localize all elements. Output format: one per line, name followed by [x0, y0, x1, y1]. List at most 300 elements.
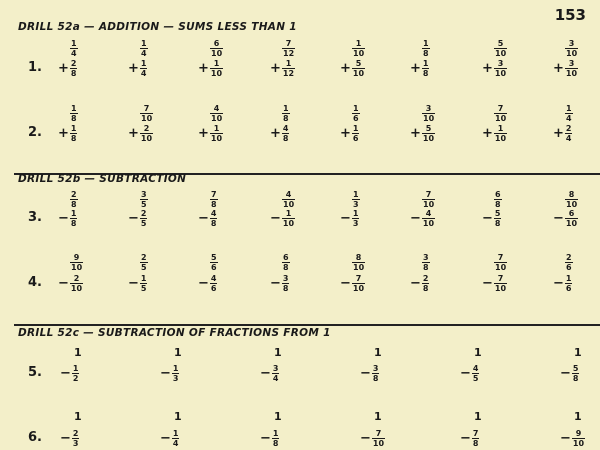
fraction: [70, 59, 78, 78]
problem-bottom-operand: [128, 209, 147, 228]
numerator: 4: [425, 209, 432, 218]
fraction: [494, 274, 507, 293]
denominator: 6: [566, 263, 572, 272]
fraction: [572, 429, 585, 448]
fraction: [70, 190, 78, 209]
problem-bottom-operand: [482, 209, 501, 228]
whole-number: 1: [74, 346, 82, 359]
numerator: 1: [213, 59, 220, 68]
whole-number: 1: [374, 346, 382, 359]
denominator: 12: [283, 49, 295, 58]
numerator: 2: [73, 274, 80, 283]
operator-sign: −: [340, 211, 351, 226]
numerator: 2: [70, 59, 77, 68]
whole-number: 1: [174, 410, 182, 423]
numerator: 1: [497, 124, 504, 133]
numerator: 3: [423, 253, 429, 262]
numerator: 1: [141, 39, 147, 48]
denominator: 10: [211, 49, 223, 58]
fraction: [70, 39, 78, 58]
fraction: [422, 124, 435, 143]
fraction: [422, 190, 435, 209]
problem-bottom-operand: [360, 429, 385, 448]
numerator: 2: [565, 124, 572, 133]
whole-number: 1: [574, 410, 582, 423]
numerator: 3: [141, 190, 147, 199]
denominator: 8: [282, 284, 289, 293]
numerator: 5: [497, 39, 504, 48]
fraction: [140, 209, 148, 228]
fraction: [282, 39, 295, 58]
fraction: [472, 429, 480, 448]
fraction: [282, 209, 295, 228]
numerator: 6: [213, 39, 220, 48]
operator-sign: +: [482, 126, 493, 141]
fraction: [472, 364, 480, 383]
operator-sign: +: [128, 126, 139, 141]
problem-bottom-operand: [553, 59, 578, 78]
denominator: 4: [140, 69, 147, 78]
fraction: [210, 190, 218, 209]
denominator: 10: [353, 49, 365, 58]
denominator: 8: [71, 200, 77, 209]
operator-sign: −: [260, 366, 271, 381]
operator-sign: −: [128, 276, 139, 291]
problem-bottom-operand: [270, 59, 295, 78]
operator-sign: −: [560, 366, 571, 381]
drill-title: DRILL 52c — SUBTRACTION OF FRACTIONS FROM 1: [18, 327, 331, 339]
problem-bottom-operand: [270, 274, 289, 293]
fraction: [140, 274, 148, 293]
operator-sign: +: [128, 61, 139, 76]
operator-sign: −: [553, 276, 564, 291]
denominator: 10: [283, 200, 295, 209]
numerator: 7: [497, 274, 504, 283]
fraction: [352, 59, 365, 78]
denominator: 6: [210, 284, 217, 293]
fraction: [572, 364, 580, 383]
fraction: [494, 253, 507, 272]
fraction: [282, 190, 295, 209]
denominator: 3: [353, 200, 359, 209]
numerator: 1: [565, 274, 572, 283]
numerator: 6: [283, 253, 289, 262]
problem-bottom-operand: [270, 124, 289, 143]
problem-bottom-operand: [58, 59, 77, 78]
denominator: 5: [140, 219, 147, 228]
problem-row-label: 6.: [28, 430, 42, 445]
denominator: 6: [352, 134, 359, 143]
operator-sign: −: [482, 211, 493, 226]
denominator: 4: [566, 114, 572, 123]
denominator: 4: [565, 134, 572, 143]
problem-bottom-operand: [270, 209, 295, 228]
denominator: 8: [494, 219, 501, 228]
operator-sign: −: [410, 211, 421, 226]
fraction: [210, 124, 223, 143]
operator-sign: −: [360, 431, 371, 446]
fraction: [352, 209, 360, 228]
fraction: [70, 274, 83, 293]
numerator: 4: [472, 364, 479, 373]
denominator: 10: [422, 219, 435, 228]
numerator: 3: [568, 39, 575, 48]
numerator: 7: [285, 39, 292, 48]
problem-bottom-operand: [60, 429, 79, 448]
denominator: 12: [282, 69, 295, 78]
fraction: [282, 59, 295, 78]
problem-bottom-operand: [160, 429, 179, 448]
problem-bottom-operand: [128, 59, 147, 78]
numerator: 1: [423, 39, 429, 48]
problem-bottom-operand: [128, 124, 153, 143]
problem-bottom-operand: [553, 209, 578, 228]
numerator: 1: [285, 209, 292, 218]
denominator: 10: [71, 263, 83, 272]
numerator: 8: [355, 253, 362, 262]
problem-bottom-operand: [410, 209, 435, 228]
problem-bottom-operand: [198, 209, 217, 228]
denominator: 10: [423, 200, 435, 209]
whole-number: 1: [474, 346, 482, 359]
denominator: 8: [282, 134, 289, 143]
fraction: [70, 253, 83, 272]
fraction: [282, 124, 290, 143]
operator-sign: −: [270, 276, 281, 291]
denominator: 10: [352, 284, 365, 293]
numerator: 5: [572, 364, 579, 373]
problem-bottom-operand: [410, 124, 435, 143]
operator-sign: +: [340, 61, 351, 76]
denominator: 6: [353, 114, 359, 123]
fraction: [422, 59, 430, 78]
denominator: 10: [494, 134, 507, 143]
numerator: 3: [568, 59, 575, 68]
problem-bottom-operand: [410, 59, 429, 78]
fraction: [422, 274, 430, 293]
numerator: 7: [497, 104, 504, 113]
numerator: 1: [71, 39, 77, 48]
fraction: [272, 429, 280, 448]
operator-sign: −: [360, 366, 371, 381]
fraction: [352, 39, 365, 58]
denominator: 8: [283, 114, 289, 123]
operator-sign: −: [340, 276, 351, 291]
denominator: 8: [283, 263, 289, 272]
denominator: 10: [494, 284, 507, 293]
numerator: 5: [355, 59, 362, 68]
operator-sign: −: [60, 366, 71, 381]
denominator: 10: [566, 49, 578, 58]
fraction: [210, 39, 223, 58]
operator-sign: −: [482, 276, 493, 291]
numerator: 1: [72, 364, 79, 373]
fraction: [565, 39, 578, 58]
numerator: 5: [494, 209, 501, 218]
denominator: 10: [210, 69, 223, 78]
numerator: 1: [70, 124, 77, 133]
numerator: 1: [283, 104, 289, 113]
whole-number: 1: [474, 410, 482, 423]
numerator: 1: [355, 39, 362, 48]
problem-bottom-operand: [60, 364, 79, 383]
denominator: 4: [172, 439, 179, 448]
fraction: [210, 274, 218, 293]
fraction: [422, 39, 430, 58]
operator-sign: +: [270, 61, 281, 76]
problem-bottom-operand: [460, 364, 479, 383]
numerator: 2: [141, 253, 147, 262]
denominator: 5: [141, 263, 147, 272]
fraction: [140, 39, 148, 58]
operator-sign: −: [460, 431, 471, 446]
numerator: 6: [495, 190, 501, 199]
fraction: [422, 253, 430, 272]
problem-row-label: 5.: [28, 365, 42, 380]
denominator: 2: [72, 374, 79, 383]
fraction: [372, 429, 385, 448]
operator-sign: −: [560, 431, 571, 446]
operator-sign: +: [553, 61, 564, 76]
denominator: 4: [272, 374, 279, 383]
fraction: [494, 39, 507, 58]
denominator: 10: [353, 263, 365, 272]
numerator: 2: [72, 429, 79, 438]
denominator: 10: [352, 69, 365, 78]
problem-row-label: 4.: [28, 275, 42, 290]
problem-bottom-operand: [560, 429, 585, 448]
numerator: 1: [140, 274, 147, 283]
fraction: [494, 190, 502, 209]
fraction: [565, 104, 573, 123]
denominator: 10: [565, 69, 578, 78]
numerator: 2: [143, 124, 150, 133]
fraction: [210, 59, 223, 78]
denominator: 10: [422, 134, 435, 143]
denominator: 8: [71, 114, 77, 123]
numerator: 5: [211, 253, 217, 262]
numerator: 7: [375, 429, 382, 438]
denominator: 3: [352, 219, 359, 228]
operator-sign: −: [553, 211, 564, 226]
operator-sign: −: [160, 431, 171, 446]
section-divider: [14, 324, 600, 326]
denominator: 8: [472, 439, 479, 448]
fraction: [140, 190, 148, 209]
denominator: 8: [272, 439, 279, 448]
denominator: 5: [472, 374, 479, 383]
denominator: 4: [141, 49, 147, 58]
fraction: [210, 104, 223, 123]
problem-bottom-operand: [58, 274, 83, 293]
numerator: 2: [422, 274, 429, 283]
problem-bottom-operand: [198, 124, 223, 143]
whole-number: 1: [74, 410, 82, 423]
operator-sign: −: [58, 276, 69, 291]
denominator: 10: [372, 439, 385, 448]
numerator: 3: [425, 104, 432, 113]
operator-sign: +: [482, 61, 493, 76]
fraction: [565, 253, 573, 272]
fraction: [565, 59, 578, 78]
fraction: [140, 104, 153, 123]
problem-bottom-operand: [340, 124, 359, 143]
denominator: 6: [565, 284, 572, 293]
operator-sign: −: [198, 211, 209, 226]
operator-sign: −: [160, 366, 171, 381]
numerator: 2: [566, 253, 572, 262]
numerator: 1: [352, 209, 359, 218]
numerator: 7: [472, 429, 479, 438]
fraction: [140, 253, 148, 272]
denominator: 3: [72, 439, 79, 448]
operator-sign: +: [58, 61, 69, 76]
problem-bottom-operand: [198, 59, 223, 78]
whole-number: 1: [274, 410, 282, 423]
problem-row-label: 1.: [28, 60, 42, 75]
operator-sign: −: [60, 431, 71, 446]
denominator: 8: [423, 263, 429, 272]
denominator: 8: [70, 69, 77, 78]
fraction: [70, 104, 78, 123]
problem-bottom-operand: [128, 274, 147, 293]
fraction: [282, 104, 290, 123]
denominator: 10: [495, 49, 507, 58]
problem-bottom-operand: [198, 274, 217, 293]
problem-bottom-operand: [553, 124, 572, 143]
denominator: 8: [422, 69, 429, 78]
numerator: 4: [210, 209, 217, 218]
denominator: 10: [211, 114, 223, 123]
fraction: [494, 59, 507, 78]
problem-bottom-operand: [340, 274, 365, 293]
denominator: 4: [71, 49, 77, 58]
numerator: 7: [143, 104, 150, 113]
fraction: [210, 253, 218, 272]
whole-number: 1: [374, 410, 382, 423]
problem-bottom-operand: [160, 364, 179, 383]
numerator: 4: [210, 274, 217, 283]
denominator: 10: [495, 114, 507, 123]
fraction: [565, 124, 573, 143]
numerator: 3: [272, 364, 279, 373]
fraction: [494, 209, 502, 228]
operator-sign: −: [410, 276, 421, 291]
operator-sign: −: [198, 276, 209, 291]
drill-title: DRILL 52a — ADDITION — SUMS LESS THAN 1: [18, 21, 297, 33]
problem-bottom-operand: [482, 59, 507, 78]
problem-bottom-operand: [410, 274, 429, 293]
numerator: 2: [140, 209, 147, 218]
fraction: [422, 209, 435, 228]
fraction: [352, 104, 360, 123]
fraction: [172, 429, 180, 448]
numerator: 1: [422, 59, 429, 68]
problem-row-label: 2.: [28, 125, 42, 140]
denominator: 8: [210, 219, 217, 228]
fraction: [172, 364, 180, 383]
denominator: 3: [172, 374, 179, 383]
operator-sign: +: [198, 61, 209, 76]
fraction: [70, 209, 78, 228]
problem-bottom-operand: [482, 274, 507, 293]
operator-sign: +: [410, 126, 421, 141]
denominator: 10: [566, 200, 578, 209]
denominator: 10: [495, 263, 507, 272]
denominator: 10: [70, 284, 83, 293]
operator-sign: −: [128, 211, 139, 226]
operator-sign: −: [58, 211, 69, 226]
operator-sign: +: [198, 126, 209, 141]
fraction: [282, 274, 290, 293]
problem-bottom-operand: [360, 364, 379, 383]
denominator: 10: [494, 69, 507, 78]
fraction: [352, 274, 365, 293]
operator-sign: −: [260, 431, 271, 446]
problem-bottom-operand: [340, 59, 365, 78]
fraction: [372, 364, 380, 383]
numerator: 9: [575, 429, 582, 438]
problem-bottom-operand: [553, 274, 572, 293]
numerator: 4: [285, 190, 292, 199]
numerator: 1: [272, 429, 279, 438]
fraction: [565, 190, 578, 209]
page-number: 153: [554, 6, 586, 24]
numerator: 7: [425, 190, 432, 199]
fraction: [72, 364, 80, 383]
operator-sign: +: [270, 126, 281, 141]
problem-bottom-operand: [260, 429, 279, 448]
fraction: [72, 429, 80, 448]
numerator: 1: [172, 364, 179, 373]
denominator: 10: [210, 134, 223, 143]
fraction: [565, 274, 573, 293]
denominator: 8: [572, 374, 579, 383]
fraction: [422, 104, 435, 123]
problem-bottom-operand: [460, 429, 479, 448]
numerator: 1: [140, 59, 147, 68]
whole-number: 1: [274, 346, 282, 359]
fraction: [352, 190, 360, 209]
numerator: 1: [285, 59, 292, 68]
problem-bottom-operand: [58, 124, 77, 143]
numerator: 1: [566, 104, 572, 113]
problem-bottom-operand: [340, 209, 359, 228]
denominator: 10: [140, 134, 153, 143]
fraction: [494, 104, 507, 123]
denominator: 5: [140, 284, 147, 293]
denominator: 10: [565, 219, 578, 228]
numerator: 5: [425, 124, 432, 133]
fraction: [494, 124, 507, 143]
numerator: 1: [71, 104, 77, 113]
whole-number: 1: [174, 346, 182, 359]
operator-sign: +: [410, 61, 421, 76]
fraction: [272, 364, 280, 383]
denominator: 6: [211, 263, 217, 272]
denominator: 8: [495, 200, 501, 209]
denominator: 8: [211, 200, 217, 209]
denominator: 8: [372, 374, 379, 383]
numerator: 1: [353, 104, 359, 113]
numerator: 9: [73, 253, 80, 262]
numerator: 6: [568, 209, 575, 218]
numerator: 7: [497, 253, 504, 262]
fraction: [565, 209, 578, 228]
numerator: 4: [282, 124, 289, 133]
problem-bottom-operand: [58, 209, 77, 228]
operator-sign: −: [460, 366, 471, 381]
